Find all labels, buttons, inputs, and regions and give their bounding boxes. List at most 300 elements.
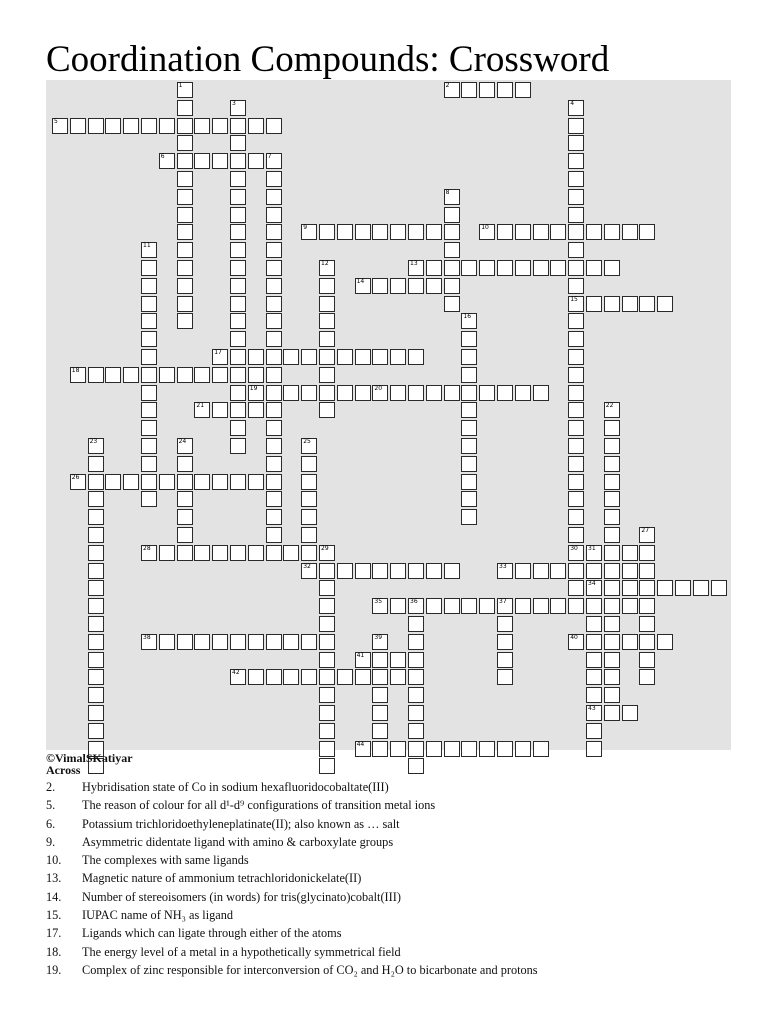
grid-cell[interactable] [568,563,584,579]
grid-cell[interactable] [408,687,424,703]
grid-cell[interactable] [568,527,584,543]
grid-cell[interactable] [159,118,175,134]
grid-cell[interactable] [319,580,335,596]
grid-cell[interactable] [372,652,388,668]
grid-cell[interactable] [604,474,620,490]
grid-cell[interactable] [141,491,157,507]
grid-cell[interactable] [319,616,335,632]
grid-cell[interactable] [88,616,104,632]
grid-cell[interactable] [266,296,282,312]
grid-cell[interactable] [408,616,424,632]
grid-cell[interactable] [337,224,353,240]
grid-cell[interactable] [390,598,406,614]
grid-cell[interactable] [604,296,620,312]
grid-cell[interactable] [301,456,317,472]
grid-cell[interactable] [622,634,638,650]
grid-cell[interactable] [319,669,335,685]
grid-cell[interactable] [461,456,477,472]
grid-cell[interactable] [568,278,584,294]
grid-cell[interactable] [586,545,602,561]
grid-cell[interactable] [141,456,157,472]
grid-cell[interactable] [159,474,175,490]
grid-cell[interactable] [230,153,246,169]
grid-cell[interactable] [586,598,602,614]
grid-cell[interactable] [283,634,299,650]
grid-cell[interactable] [604,598,620,614]
grid-cell[interactable] [266,420,282,436]
grid-cell[interactable] [461,474,477,490]
grid-cell[interactable] [568,224,584,240]
grid-cell[interactable] [248,474,264,490]
grid-cell[interactable] [497,224,513,240]
grid-cell[interactable] [444,242,460,258]
grid-cell[interactable] [604,563,620,579]
grid-cell[interactable] [301,438,317,454]
grid-cell[interactable] [515,563,531,579]
grid-cell[interactable] [550,224,566,240]
grid-cell[interactable] [319,313,335,329]
grid-cell[interactable] [355,349,371,365]
grid-cell[interactable] [266,634,282,650]
grid-cell[interactable] [230,224,246,240]
grid-cell[interactable] [248,153,264,169]
grid-cell[interactable] [604,545,620,561]
grid-cell[interactable] [639,669,655,685]
grid-cell[interactable] [639,598,655,614]
grid-cell[interactable] [337,385,353,401]
grid-cell[interactable] [194,402,210,418]
grid-cell[interactable] [266,207,282,223]
grid-cell[interactable] [657,296,673,312]
grid-cell[interactable] [301,474,317,490]
grid-cell[interactable] [177,491,193,507]
grid-cell[interactable] [88,545,104,561]
grid-cell[interactable] [141,367,157,383]
grid-cell[interactable] [319,741,335,757]
grid-cell[interactable] [497,652,513,668]
grid-cell[interactable] [515,741,531,757]
grid-cell[interactable] [177,260,193,276]
grid-cell[interactable] [70,474,86,490]
grid-cell[interactable] [266,545,282,561]
grid-cell[interactable] [248,367,264,383]
grid-cell[interactable] [194,153,210,169]
grid-cell[interactable] [337,349,353,365]
grid-cell[interactable] [497,741,513,757]
grid-cell[interactable] [461,491,477,507]
grid-cell[interactable] [52,118,68,134]
grid-cell[interactable] [141,474,157,490]
grid-cell[interactable] [533,385,549,401]
grid-cell[interactable] [639,563,655,579]
grid-cell[interactable] [159,545,175,561]
grid-cell[interactable] [159,634,175,650]
grid-cell[interactable] [177,474,193,490]
grid-cell[interactable] [444,189,460,205]
grid-cell[interactable] [123,367,139,383]
grid-cell[interactable] [568,491,584,507]
grid-cell[interactable] [479,598,495,614]
grid-cell[interactable] [568,456,584,472]
grid-cell[interactable] [319,652,335,668]
grid-cell[interactable] [497,260,513,276]
grid-cell[interactable] [88,509,104,525]
grid-cell[interactable] [568,118,584,134]
grid-cell[interactable] [141,118,157,134]
grid-cell[interactable] [141,331,157,347]
grid-cell[interactable] [177,118,193,134]
grid-cell[interactable] [141,296,157,312]
grid-cell[interactable] [301,545,317,561]
grid-cell[interactable] [426,741,442,757]
grid-cell[interactable] [230,171,246,187]
grid-cell[interactable] [266,456,282,472]
grid-cell[interactable] [372,705,388,721]
grid-cell[interactable] [497,82,513,98]
grid-cell[interactable] [568,171,584,187]
grid-cell[interactable] [639,527,655,543]
grid-cell[interactable] [230,420,246,436]
grid-cell[interactable] [622,563,638,579]
grid-cell[interactable] [159,367,175,383]
grid-cell[interactable] [194,367,210,383]
grid-cell[interactable] [479,260,495,276]
grid-cell[interactable] [319,331,335,347]
grid-cell[interactable] [461,331,477,347]
grid-cell[interactable] [177,367,193,383]
grid-cell[interactable] [230,260,246,276]
grid-cell[interactable] [479,741,495,757]
grid-cell[interactable] [568,135,584,151]
grid-cell[interactable] [177,171,193,187]
grid-cell[interactable] [586,563,602,579]
grid-cell[interactable] [408,669,424,685]
grid-cell[interactable] [550,598,566,614]
grid-cell[interactable] [230,313,246,329]
grid-cell[interactable] [568,313,584,329]
grid-cell[interactable] [177,100,193,116]
grid-cell[interactable] [88,438,104,454]
grid-cell[interactable] [586,634,602,650]
grid-cell[interactable] [88,669,104,685]
grid-cell[interactable] [550,563,566,579]
grid-cell[interactable] [283,349,299,365]
grid-cell[interactable] [177,82,193,98]
grid-cell[interactable] [372,385,388,401]
grid-cell[interactable] [408,652,424,668]
grid-cell[interactable] [604,527,620,543]
grid-cell[interactable] [88,474,104,490]
grid-cell[interactable] [319,598,335,614]
grid-cell[interactable] [230,474,246,490]
grid-cell[interactable] [301,491,317,507]
grid-cell[interactable] [212,367,228,383]
grid-cell[interactable] [604,705,620,721]
grid-cell[interactable] [586,741,602,757]
grid-cell[interactable] [319,367,335,383]
grid-cell[interactable] [337,669,353,685]
grid-cell[interactable] [177,278,193,294]
grid-cell[interactable] [283,669,299,685]
grid-cell[interactable] [337,563,353,579]
grid-cell[interactable] [604,580,620,596]
grid-cell[interactable] [586,669,602,685]
grid-cell[interactable] [319,563,335,579]
grid-cell[interactable] [497,598,513,614]
grid-cell[interactable] [604,224,620,240]
grid-cell[interactable] [141,313,157,329]
grid-cell[interactable] [426,260,442,276]
grid-cell[interactable] [426,385,442,401]
grid-cell[interactable] [266,527,282,543]
grid-cell[interactable] [177,296,193,312]
grid-cell[interactable] [230,278,246,294]
grid-cell[interactable] [639,580,655,596]
grid-cell[interactable] [230,669,246,685]
grid-cell[interactable] [212,634,228,650]
grid-cell[interactable] [568,367,584,383]
grid-cell[interactable] [266,118,282,134]
grid-cell[interactable] [266,278,282,294]
grid-cell[interactable] [177,189,193,205]
grid-cell[interactable] [194,474,210,490]
grid-cell[interactable] [461,82,477,98]
grid-cell[interactable] [622,296,638,312]
grid-cell[interactable] [230,118,246,134]
grid-cell[interactable] [212,474,228,490]
grid-cell[interactable] [461,385,477,401]
grid-cell[interactable] [301,349,317,365]
grid-cell[interactable] [586,705,602,721]
grid-cell[interactable] [675,580,691,596]
grid-cell[interactable] [479,385,495,401]
grid-cell[interactable] [319,705,335,721]
grid-cell[interactable] [568,260,584,276]
grid-cell[interactable] [230,385,246,401]
grid-cell[interactable] [355,652,371,668]
grid-cell[interactable] [408,634,424,650]
grid-cell[interactable] [212,153,228,169]
grid-cell[interactable] [568,385,584,401]
grid-cell[interactable] [177,634,193,650]
grid-cell[interactable] [622,705,638,721]
grid-cell[interactable] [141,385,157,401]
grid-cell[interactable] [426,278,442,294]
grid-cell[interactable] [319,260,335,276]
grid-cell[interactable] [604,616,620,632]
grid-cell[interactable] [88,634,104,650]
grid-cell[interactable] [194,634,210,650]
grid-cell[interactable] [479,82,495,98]
grid-cell[interactable] [266,438,282,454]
grid-cell[interactable] [497,616,513,632]
grid-cell[interactable] [372,669,388,685]
grid-cell[interactable] [568,402,584,418]
grid-cell[interactable] [657,634,673,650]
grid-cell[interactable] [319,385,335,401]
grid-cell[interactable] [426,224,442,240]
grid-cell[interactable] [461,438,477,454]
grid-cell[interactable] [568,545,584,561]
grid-cell[interactable] [319,634,335,650]
grid-cell[interactable] [212,545,228,561]
grid-cell[interactable] [639,545,655,561]
grid-cell[interactable] [266,224,282,240]
grid-cell[interactable] [533,598,549,614]
grid-cell[interactable] [657,580,673,596]
grid-cell[interactable] [319,349,335,365]
grid-cell[interactable] [461,598,477,614]
grid-cell[interactable] [461,349,477,365]
grid-cell[interactable] [177,135,193,151]
grid-cell[interactable] [408,705,424,721]
grid-cell[interactable] [372,723,388,739]
grid-cell[interactable] [319,278,335,294]
grid-cell[interactable] [141,402,157,418]
grid-cell[interactable] [230,438,246,454]
grid-cell[interactable] [408,278,424,294]
grid-cell[interactable] [88,118,104,134]
grid-cell[interactable] [639,652,655,668]
grid-cell[interactable] [461,420,477,436]
grid-cell[interactable] [355,385,371,401]
grid-cell[interactable] [248,349,264,365]
grid-cell[interactable] [301,509,317,525]
grid-cell[interactable] [622,598,638,614]
grid-cell[interactable] [568,580,584,596]
grid-cell[interactable] [461,741,477,757]
grid-cell[interactable] [533,260,549,276]
grid-cell[interactable] [355,741,371,757]
grid-cell[interactable] [319,402,335,418]
grid-cell[interactable] [123,474,139,490]
grid-cell[interactable] [88,491,104,507]
grid-cell[interactable] [212,349,228,365]
grid-cell[interactable] [355,563,371,579]
grid-cell[interactable] [230,100,246,116]
grid-cell[interactable] [301,669,317,685]
grid-cell[interactable] [622,545,638,561]
grid-cell[interactable] [711,580,727,596]
grid-cell[interactable] [230,634,246,650]
grid-cell[interactable] [390,349,406,365]
grid-cell[interactable] [533,741,549,757]
grid-cell[interactable] [177,456,193,472]
grid-cell[interactable] [408,349,424,365]
grid-cell[interactable] [319,687,335,703]
grid-cell[interactable] [123,118,139,134]
grid-cell[interactable] [568,100,584,116]
grid-cell[interactable] [194,118,210,134]
grid-cell[interactable] [533,563,549,579]
grid-cell[interactable] [568,242,584,258]
grid-cell[interactable] [604,456,620,472]
grid-cell[interactable] [266,385,282,401]
grid-cell[interactable] [408,741,424,757]
grid-cell[interactable] [372,687,388,703]
grid-cell[interactable] [177,527,193,543]
grid-cell[interactable] [568,598,584,614]
grid-cell[interactable] [497,385,513,401]
grid-cell[interactable] [301,224,317,240]
grid-cell[interactable] [639,616,655,632]
grid-cell[interactable] [266,189,282,205]
grid-cell[interactable] [639,296,655,312]
grid-cell[interactable] [88,456,104,472]
grid-cell[interactable] [70,118,86,134]
grid-cell[interactable] [586,580,602,596]
grid-cell[interactable] [604,687,620,703]
grid-cell[interactable] [444,260,460,276]
grid-cell[interactable] [568,189,584,205]
grid-cell[interactable] [266,367,282,383]
grid-cell[interactable] [586,723,602,739]
grid-cell[interactable] [533,224,549,240]
grid-cell[interactable] [88,367,104,383]
grid-cell[interactable] [248,118,264,134]
grid-cell[interactable] [497,563,513,579]
grid-cell[interactable] [586,652,602,668]
grid-cell[interactable] [568,296,584,312]
grid-cell[interactable] [230,349,246,365]
grid-cell[interactable] [141,438,157,454]
grid-cell[interactable] [568,153,584,169]
grid-cell[interactable] [212,402,228,418]
grid-cell[interactable] [88,687,104,703]
grid-cell[interactable] [266,509,282,525]
grid-cell[interactable] [568,474,584,490]
grid-cell[interactable] [177,545,193,561]
grid-cell[interactable] [568,331,584,347]
grid-cell[interactable] [88,563,104,579]
grid-cell[interactable] [604,509,620,525]
grid-cell[interactable] [230,545,246,561]
grid-cell[interactable] [88,598,104,614]
grid-cell[interactable] [70,367,86,383]
grid-cell[interactable] [693,580,709,596]
grid-cell[interactable] [266,402,282,418]
grid-cell[interactable] [248,385,264,401]
grid-cell[interactable] [515,224,531,240]
grid-cell[interactable] [408,260,424,276]
grid-cell[interactable] [372,741,388,757]
grid-cell[interactable] [408,224,424,240]
grid-cell[interactable] [141,420,157,436]
grid-cell[interactable] [88,705,104,721]
grid-cell[interactable] [604,652,620,668]
grid-cell[interactable] [372,598,388,614]
grid-cell[interactable] [604,634,620,650]
grid-cell[interactable] [586,260,602,276]
grid-cell[interactable] [230,331,246,347]
grid-cell[interactable] [230,296,246,312]
grid-cell[interactable] [355,278,371,294]
grid-cell[interactable] [177,313,193,329]
grid-cell[interactable] [177,509,193,525]
grid-cell[interactable] [461,509,477,525]
grid-cell[interactable] [515,260,531,276]
grid-cell[interactable] [461,367,477,383]
grid-cell[interactable] [141,260,157,276]
grid-cell[interactable] [390,563,406,579]
grid-cell[interactable] [604,669,620,685]
grid-cell[interactable] [141,634,157,650]
grid-cell[interactable] [177,153,193,169]
grid-cell[interactable] [301,385,317,401]
grid-cell[interactable] [266,491,282,507]
grid-cell[interactable] [568,207,584,223]
grid-cell[interactable] [141,242,157,258]
